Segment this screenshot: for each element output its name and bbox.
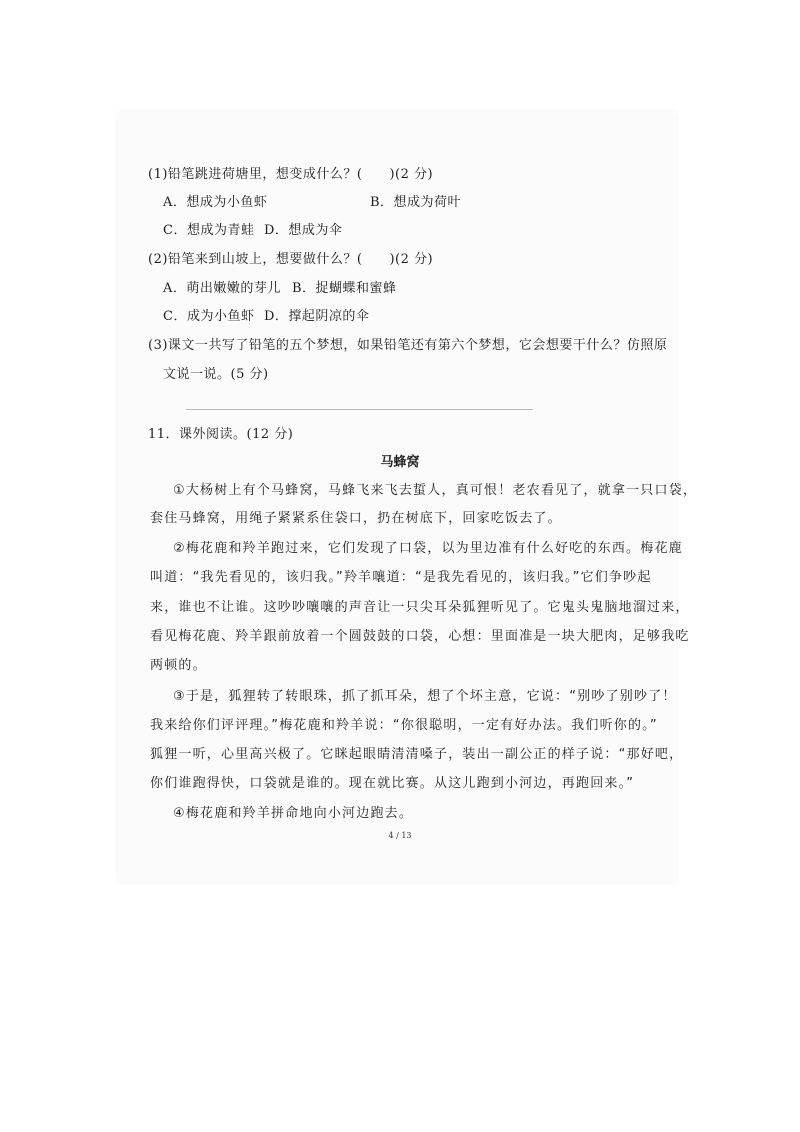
story-line: 我来给你们评评理。”梅花鹿和羚羊说：“你很聪明，一定有好办法。我们听你的。” bbox=[150, 718, 658, 733]
story-line: 两顿的。 bbox=[150, 658, 207, 673]
q10-sub1-question: (1)铅笔跳进荷塘里，想变成什么？( )(2 分) bbox=[148, 167, 434, 182]
q10-sub2-option-c: C．成为小鱼虾 bbox=[163, 309, 255, 324]
story-line: 套住马蜂窝，用绳子紧紧系住袋口，扔在树底下，回家吃饭去了。 bbox=[150, 511, 562, 526]
q10-sub1-option-b: B．想成为荷叶 bbox=[370, 195, 462, 210]
story-line: ②梅花鹿和羚羊跑过来，它们发现了口袋，以为里边准有什么好吃的东西。梅花鹿 bbox=[173, 541, 683, 556]
story-line: ①大杨树上有个马蜂窝，马蜂飞来飞去蜇人，真可恨！老农看见了，就拿一只口袋， bbox=[173, 483, 698, 498]
q10-sub1-option-c: C．想成为青蛙 bbox=[163, 223, 255, 238]
story-line: ④梅花鹿和羚羊拼命地向小河边跑去。 bbox=[173, 806, 414, 821]
story-line: 看见梅花鹿、羚羊跟前放着一个圆鼓鼓的口袋，心想：里面准是一块大肥肉，足够我吃 bbox=[150, 629, 690, 644]
q10-sub1-option-d: D．想成为伞 bbox=[264, 223, 343, 238]
story-line: 你们谁跑得快，口袋就是谁的。现在就比赛。从这儿跑到小河边，再跑回来。” bbox=[150, 776, 635, 791]
q11-heading: 11．课外阅读。(12 分) bbox=[148, 427, 294, 442]
q10-sub3-question-line1: (3)课文一共写了铅笔的五个梦想，如果铅笔还有第六个梦想，它会想要干什么？仿照原 bbox=[148, 338, 668, 353]
q10-sub2-option-d: D．撑起阴凉的伞 bbox=[264, 309, 370, 324]
q10-sub2-option-b: B．捉蝴蝶和蜜蜂 bbox=[292, 281, 397, 296]
answer-line bbox=[186, 409, 533, 410]
story-line: ③于是，狐狸转了转眼珠，抓了抓耳朵，想了个坏主意，它说：“别吵了别吵了！ bbox=[173, 689, 677, 704]
q10-sub1-option-a: A．想成为小鱼虾 bbox=[163, 195, 268, 210]
q10-sub3-question-line2: 文说一说。(5 分) bbox=[163, 367, 269, 382]
story-title: 马蜂窝 bbox=[380, 455, 420, 470]
page-number: 4 / 13 bbox=[388, 831, 412, 840]
story-line: 狐狸一听，心里高兴极了。它眯起眼睛清清嗓子，装出一副公正的样子说：“那好吧， bbox=[150, 747, 684, 762]
q10-sub2-option-a: A．萌出嫩嫩的芽儿 bbox=[163, 281, 281, 296]
q10-sub2-question: (2)铅笔来到山坡上，想要做什么？( )(2 分) bbox=[148, 252, 434, 267]
story-line: 叫道：“我先看见的，该归我。”羚羊嚷道：“是我先看见的，该归我。”它们争吵起 bbox=[150, 570, 652, 585]
story-line: 来，谁也不让谁。这吵吵嚷嚷的声音让一只尖耳朵狐狸听见了。它鬼头鬼脑地溜过来， bbox=[150, 600, 690, 615]
